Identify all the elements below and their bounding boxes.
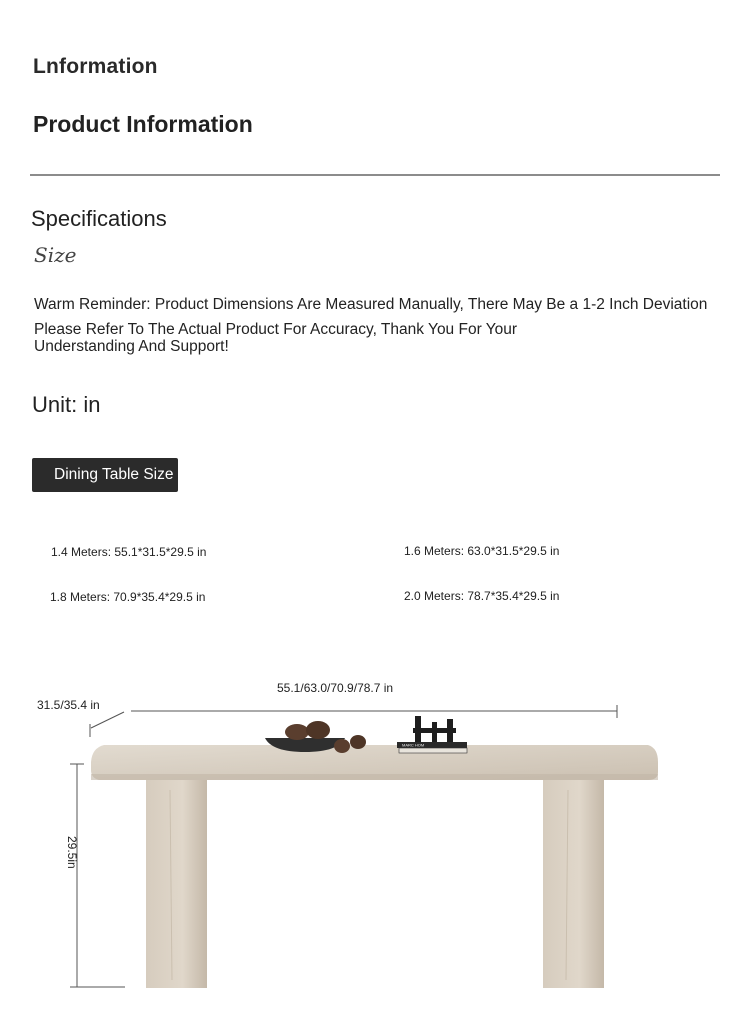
dining-table-size-tag: Dining Table Size bbox=[32, 458, 178, 492]
page-title: Product Information bbox=[33, 111, 253, 137]
size-option-1-6m: 1.6 Meters: 63.0*31.5*29.5 in bbox=[404, 544, 560, 558]
depth-dimension-label: 31.5/35.4 in bbox=[37, 698, 100, 712]
warm-reminder bbox=[34, 296, 734, 356]
height-dimension-label: 29.5in bbox=[65, 836, 79, 869]
brand-heading: Lnformation bbox=[33, 55, 158, 78]
size-option-2-0m: 2.0 Meters: 78.7*35.4*29.5 in bbox=[404, 589, 560, 603]
table-leg-left bbox=[146, 780, 207, 988]
divider bbox=[30, 174, 720, 176]
length-dimension-label: 55.1/63.0/70.9/78.7 in bbox=[277, 681, 394, 695]
size-option-1-4m: 1.4 Meters: 55.1*31.5*29.5 in bbox=[51, 545, 207, 559]
size-label: Size bbox=[34, 243, 77, 267]
table-leg-right bbox=[543, 780, 604, 988]
unit-label: Unit: in bbox=[32, 392, 101, 417]
reminder-line-2: Please Refer To The Actual Product For Accuracy, Thank You For Your Understanding And Support! bbox=[34, 320, 518, 355]
reminder-line-1: Warm Reminder: Product Dimensions Are Measured Manually, There May Be a 1-2 Inch Deviation bbox=[34, 296, 708, 313]
size-option-1-8m: 1.8 Meters: 70.9*35.4*29.5 in bbox=[50, 590, 206, 604]
specifications-heading: Specifications bbox=[31, 206, 167, 231]
depth-dimension-line bbox=[91, 712, 124, 728]
book-title: MARC HOM bbox=[402, 742, 425, 748]
table-illustration bbox=[0, 640, 750, 1029]
